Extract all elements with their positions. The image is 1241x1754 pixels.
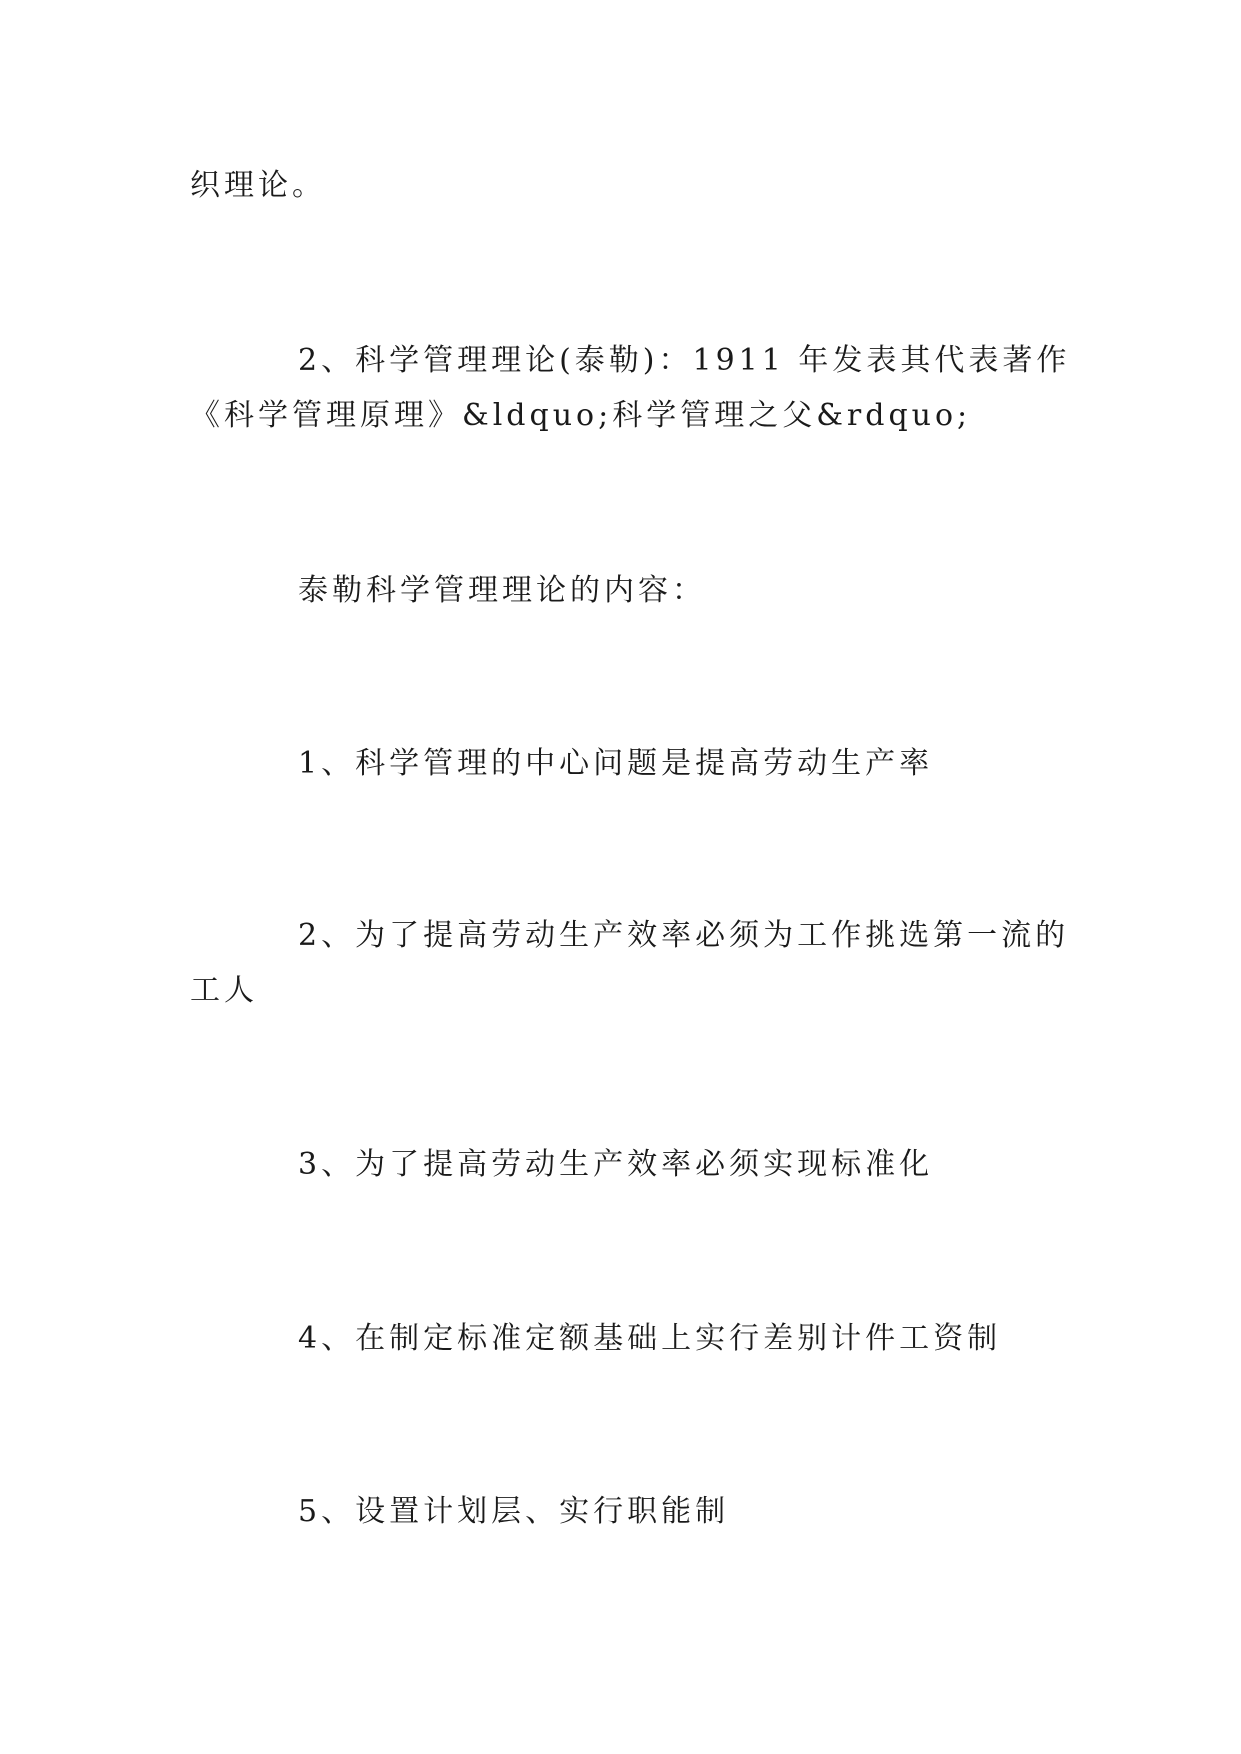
list-item-3: 3、为了提高劳动生产效率必须实现标准化 [298,1147,934,1182]
list-item-2-cont: 工人 [190,973,258,1008]
list-item-4: 4、在制定标准定额基础上实行差别计件工资制 [298,1321,1002,1356]
list-item-5: 5、设置计划层、实行职能制 [298,1494,730,1529]
paragraph-taylor-heading: 2、科学管理理论(泰勒)：1911 年发表其代表著作 [298,343,1071,378]
paragraph-taylor-heading-cont: 《科学管理原理》&ldquo;科学管理之父&rdquo; [190,398,972,433]
paragraph-continuation: 织理论。 [190,168,326,203]
list-item-1: 1、科学管理的中心问题是提高劳动生产率 [298,746,934,781]
paragraph-content-title: 泰勒科学管理理论的内容： [298,573,706,608]
list-item-2: 2、为了提高劳动生产效率必须为工作挑选第一流的 [298,918,1070,953]
